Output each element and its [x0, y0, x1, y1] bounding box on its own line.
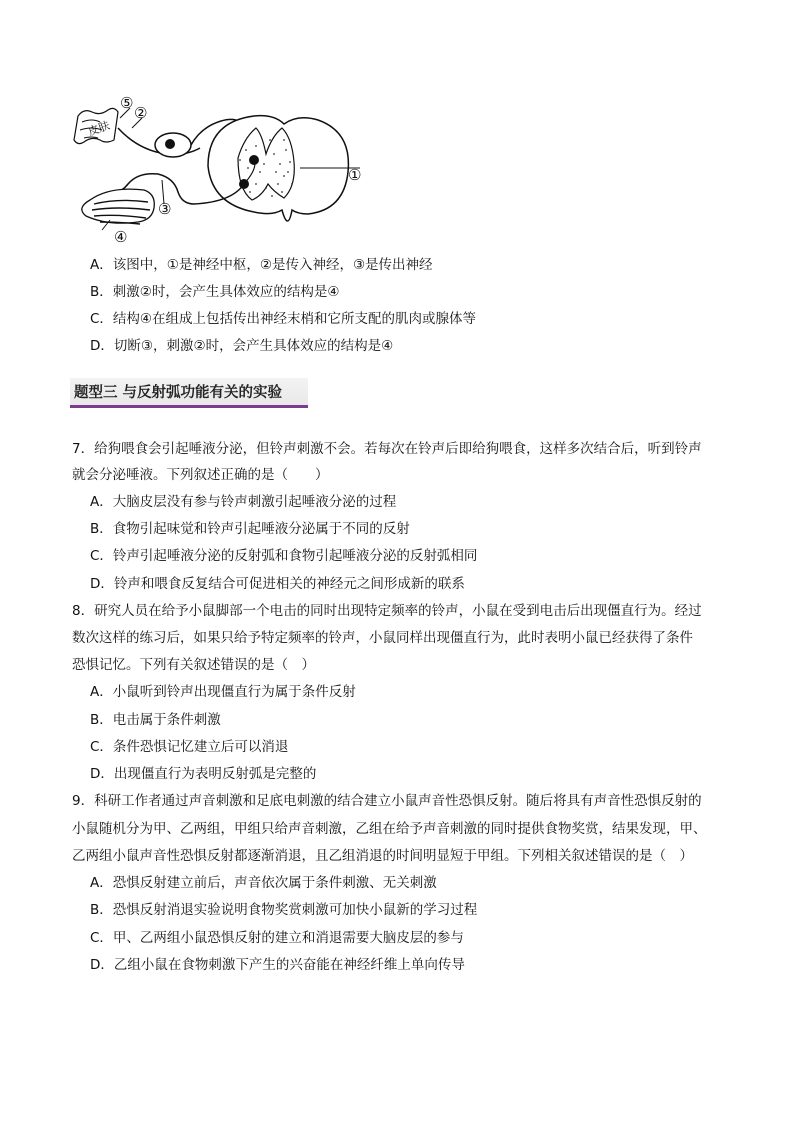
q6-option-d: D．切断③，刺激②时，会产生具体效应的结构是④	[90, 338, 394, 354]
q8-option-d: D．出现僵直行为表明反射弧是完整的	[90, 766, 317, 782]
q8-stem-line3: 恐惧记忆。下列有关叙述错误的是（ ）	[72, 657, 315, 673]
q8-stem-line1: 8．研究人员在给予小鼠脚部一个电击的同时出现特定频率的铃声，小鼠在受到电击后出现僵直行为。经过	[72, 603, 702, 619]
q6-option-a: A．该图中，①是神经中枢，②是传入神经，③是传出神经	[90, 257, 433, 273]
q8-option-b: B．电击属于条件刺激	[90, 712, 221, 728]
q9-option-d: D．乙组小鼠在食物刺激下产生的兴奋能在神经纤维上单向传导	[90, 957, 465, 973]
skin-text: 皮肤	[86, 118, 112, 139]
q8-option-c: C．条件恐惧记忆建立后可以消退	[90, 739, 289, 755]
q7-option-b: B．食物引起味觉和铃声引起唾液分泌属于不同的反射	[90, 521, 410, 537]
q7-stem-line1: 7．给狗喂食会引起唾液分泌，但铃声刺激不会。若每次在铃声后即给狗喂食，这样多次结合后，听到铃声	[72, 441, 702, 457]
label-3: ③	[158, 200, 172, 218]
q9-stem-line2: 小鼠随机分为甲、乙两组，甲组只给声音刺激，乙组在给予声音刺激的同时提供食物奖赏，结果发现，甲、	[72, 821, 707, 837]
q9-option-b: B．恐惧反射消退实验说明食物奖赏刺激可加快小鼠新的学习过程	[90, 902, 478, 918]
q8-option-a: A．小鼠听到铃声出现僵直行为属于条件反射	[90, 684, 356, 700]
q7-option-d: D．铃声和喂食反复结合可促进相关的神经元之间形成新的联系	[90, 576, 465, 592]
q7-stem-line2: 就会分泌唾液。下列叙述正确的是（ ）	[72, 467, 329, 483]
label-2: ②	[134, 104, 148, 122]
effector-muscle	[82, 189, 154, 224]
section-heading-underline	[70, 405, 308, 408]
q9-stem-line3: 乙两组小鼠声音性恐惧反射都逐渐消退，且乙组消退的时间明显短于甲组。下列相关叙述错误的是（ ）	[72, 848, 693, 864]
label-4: ④	[114, 228, 128, 246]
q9-option-a: A．恐惧反射建立前后，声音依次属于条件刺激、无关刺激	[90, 875, 437, 891]
q6-option-b: B．刺激②时，会产生具体效应的结构是④	[90, 284, 340, 300]
reflex-arc-diagram	[70, 88, 380, 250]
section-heading: 题型三 与反射弧功能有关的实验	[74, 385, 283, 401]
q8-stem-line2: 数次这样的练习后，如果只给予特定频率的铃声，小鼠同样出现僵直行为，此时表明小鼠已经获得了条件	[72, 630, 693, 646]
skin-receptor	[74, 108, 118, 143]
q9-option-c: C．甲、乙两组小鼠恐惧反射的建立和消退需要大脑皮层的参与	[90, 930, 464, 946]
q7-option-a: A．大脑皮层没有参与铃声刺激引起唾液分泌的过程	[90, 494, 397, 510]
q7-option-c: C．铃声引起唾液分泌的反射弧和食物引起唾液分泌的反射弧相同	[90, 548, 478, 564]
ganglion-cell-body	[165, 139, 175, 149]
label-1: ①	[348, 166, 362, 184]
label-5: ⑤	[120, 94, 134, 112]
q9-stem-line1: 9．科研工作者通过声音刺激和足底电刺激的结合建立小鼠声音性恐惧反射。随后将具有声音性恐惧反射的	[72, 793, 702, 809]
spinal-cord	[208, 116, 360, 221]
q6-option-c: C．结构④在组成上包括传出神经末梢和它所支配的肌肉或腺体等	[90, 311, 477, 327]
